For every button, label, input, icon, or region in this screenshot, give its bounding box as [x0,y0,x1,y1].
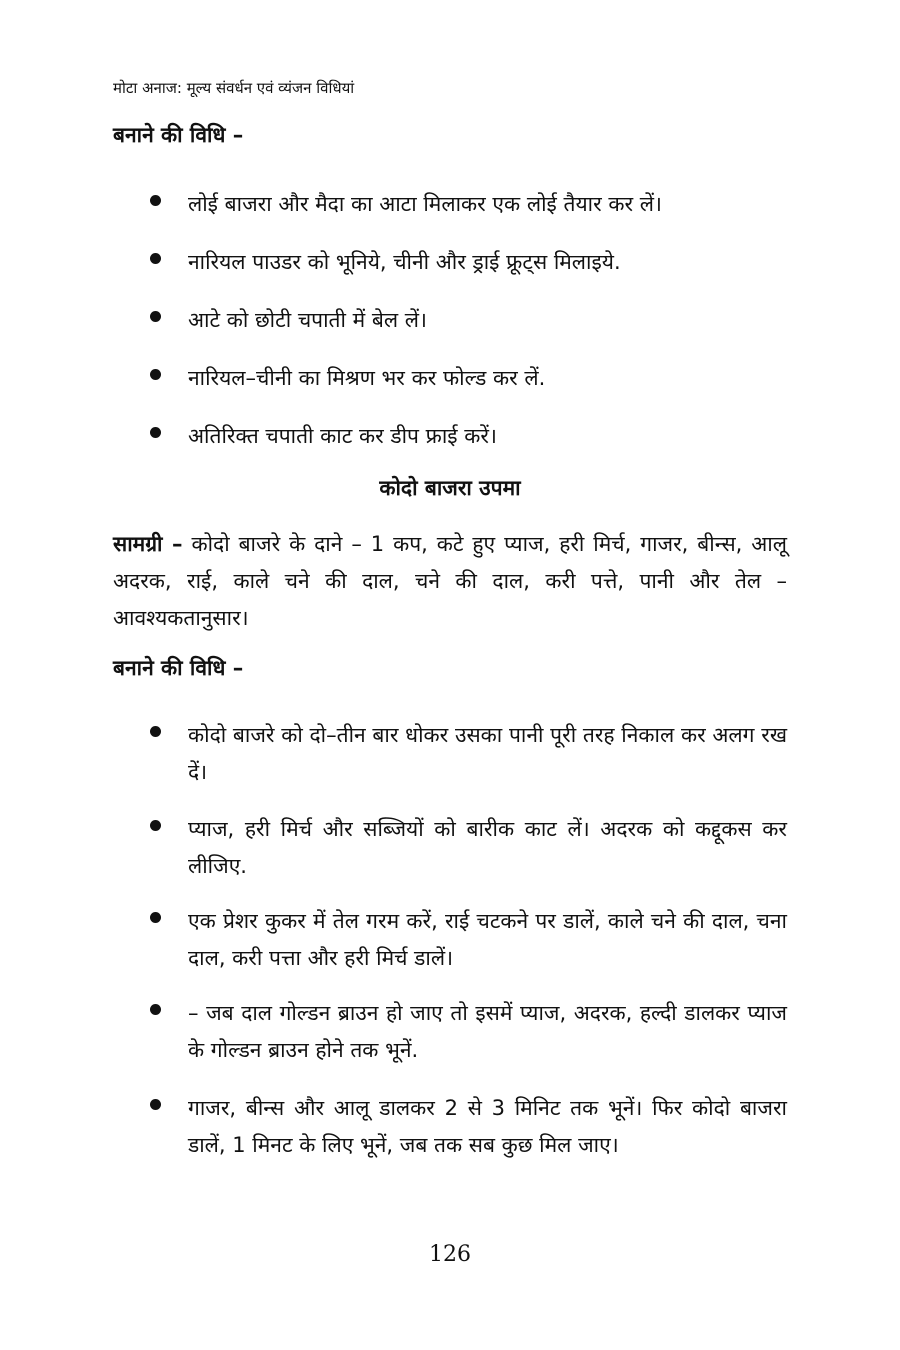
step-text: लोई बाजरा और मैदा का आटा मिलाकर एक लोई तैयार कर लें। [188,192,662,216]
page-number: 126 [429,1242,471,1267]
list-item [150,302,787,339]
step-text: कोदो बाजरे को दो–तीन बार धोकर उसका पानी पूरी तरह निकाल कर अलग रख दें। [188,723,787,784]
step-text: – जब दाल गोल्डन ब्राउन हो जाए तो इसमें प्याज, अदरक, हल्दी डालकर प्याज के गोल्डन ब्राउन होने तक भूनें. [188,1001,787,1062]
ingredients-label: सामग्री – [113,532,183,556]
bullet-icon [150,820,161,831]
method-heading-1: बनाने की विधि – [113,123,244,147]
step-text: नारियल पाउडर को भूनिये, चीनी और ड्राई फ्रूट्स मिलाइये. [188,250,621,274]
list-item [150,995,787,1069]
bullet-icon [150,912,161,923]
step-text: प्याज, हरी मिर्च और सब्जियों को बारीक काट लें। अदरक को कद्दूकस कर लीजिए. [188,817,787,878]
list-item [150,360,787,397]
list-item [150,418,787,455]
step-text: गाजर, बीन्स और आलू डालकर 2 से 3 मिनिट तक भूनें। फिर कोदो बाजरा डालें, 1 मिनट के लिए भूनें, जब तक सब कुछ मिल जाए। [188,1096,787,1157]
list-item [150,244,787,281]
bullet-icon [150,427,161,438]
ingredients-text: कोदो बाजरे के दाने – 1 कप, कटे हुए प्याज, हरी मिर्च, गाजर, बीन्स, आलू अदरक, राई, काले चने की दाल, चने की दाल, करी पत्ते, पानी और तेल – आवश्यकतानुसार। [113,532,787,630]
list-item [150,186,787,223]
list-item [150,811,787,885]
ingredients-paragraph [113,526,787,637]
bullet-icon [150,195,161,206]
bullet-icon [150,726,161,737]
bullet-icon [150,369,161,380]
bullet-icon [150,1004,161,1015]
recipe-title: कोदो बाजरा उपमा [379,476,521,500]
bullet-icon [150,253,161,264]
method-heading-2: बनाने की विधि – [113,656,244,680]
bullet-icon [150,1099,161,1110]
step-text: नारियल–चीनी का मिश्रण भर कर फोल्ड कर लें. [188,366,546,390]
bullet-icon [150,311,161,322]
list-item [150,903,787,977]
step-text: अतिरिक्त चपाती काट कर डीप फ्राई करें। [188,424,497,448]
list-item [150,1090,787,1164]
running-header: मोटा अनाज: मूल्य संवर्धन एवं व्यंजन विधियां [113,79,355,97]
step-text: आटे को छोटी चपाती में बेल लें। [188,308,427,332]
list-item [150,717,787,791]
step-text: एक प्रेशर कुकर में तेल गरम करें, राई चटकने पर डालें, काले चने की दाल, चना दाल, करी पत्ता और हरी मिर्च डालें। [188,909,787,970]
